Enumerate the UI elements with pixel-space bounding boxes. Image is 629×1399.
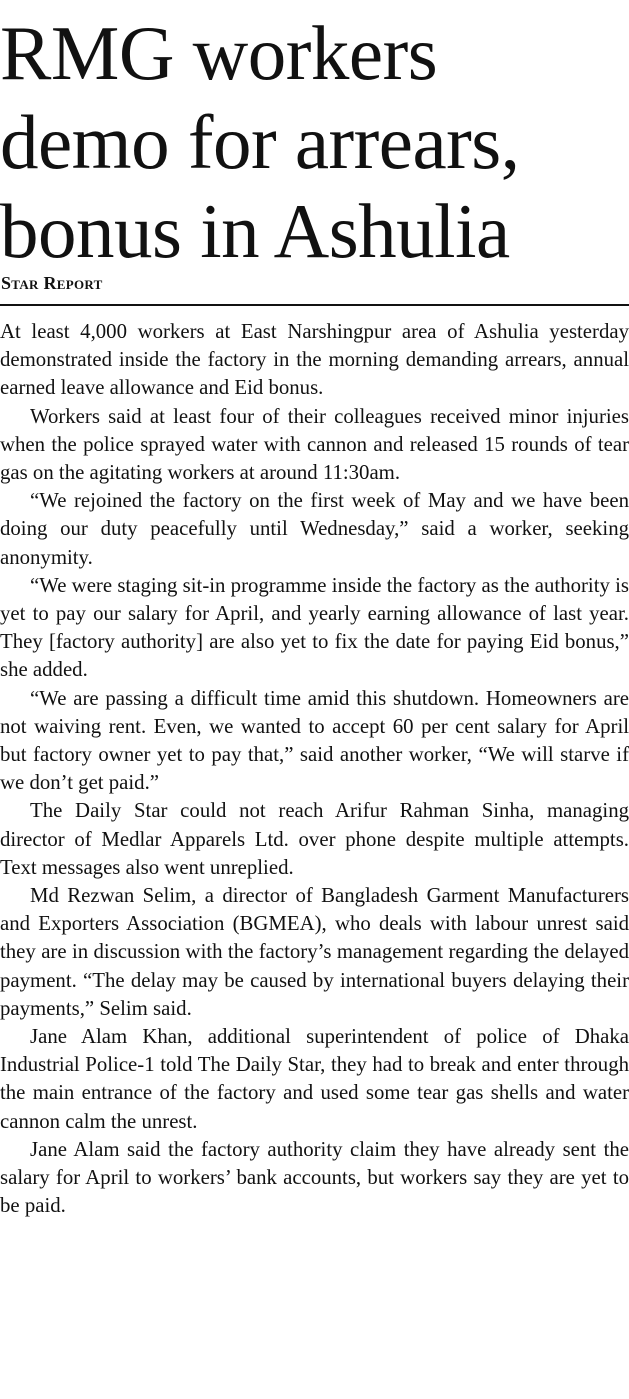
paragraph: “We were staging sit-in programme inside the factory as the authority is yet to pay our salary for April, and yearly earning allowance of last year. They [factory authority] are also yet to fix the date for paying Eid bonus,” she added. xyxy=(0,573,629,682)
headline-line: RMG workers xyxy=(0,10,438,96)
paragraph: Workers said at least four of their colleagues received minor injuries when the police sprayed water with cannon and released 15 rounds of tear gas on the agitating workers at around 11:30am. xyxy=(0,404,629,485)
headline-line: bonus in Ashulia xyxy=(0,188,510,274)
byline: Star Report xyxy=(1,273,103,293)
paragraph: Md Rezwan Selim, a director of Bangladesh Garment Manufacturers and Exporters Association (BGMEA), who deals with labour unrest said they are in discussion with the factory’s management regarding the delayed payment. “The delay may be caused by international buyers delaying their payments,” Selim said. xyxy=(0,884,629,1020)
article-body xyxy=(0,318,629,1221)
headline-line: demo for arrears, xyxy=(0,99,520,185)
paragraph: At least 4,000 workers at East Narshingpur area of Ashulia yesterday demonstrated inside the factory in the morning demanding arrears, annual earned leave allowance and Eid bonus. xyxy=(0,320,629,400)
paragraph: Jane Alam said the factory authority claim they have already sent the salary for April to workers’ bank accounts, but workers say they are yet to be paid. xyxy=(0,1137,629,1218)
paragraph: “We are passing a difficult time amid this shutdown. Homeowners are not waiving rent. Even, we wanted to accept 60 per cent salary for April but factory owner yet to pay that,” said another worker, “We will starve if we don’t get paid.” xyxy=(0,686,629,795)
headline xyxy=(0,9,629,276)
paragraph: Jane Alam Khan, additional superintendent of police of Dhaka Industrial Police-1 told The Daily Star, they had to break and enter through the main entrance of the factory and used some tear gas shells and water cannon calm the unrest. xyxy=(0,1025,629,1133)
paragraph: “We rejoined the factory on the first week of May and we have been doing our duty peacefully until Wednesday,” said a worker, seeking anonymity. xyxy=(0,489,629,569)
divider-rule xyxy=(0,304,629,306)
paragraph: The Daily Star could not reach Arifur Rahman Sinha, managing director of Medlar Apparels Ltd. over phone despite multiple attempts. Text messages also went unreplied. xyxy=(0,799,629,879)
